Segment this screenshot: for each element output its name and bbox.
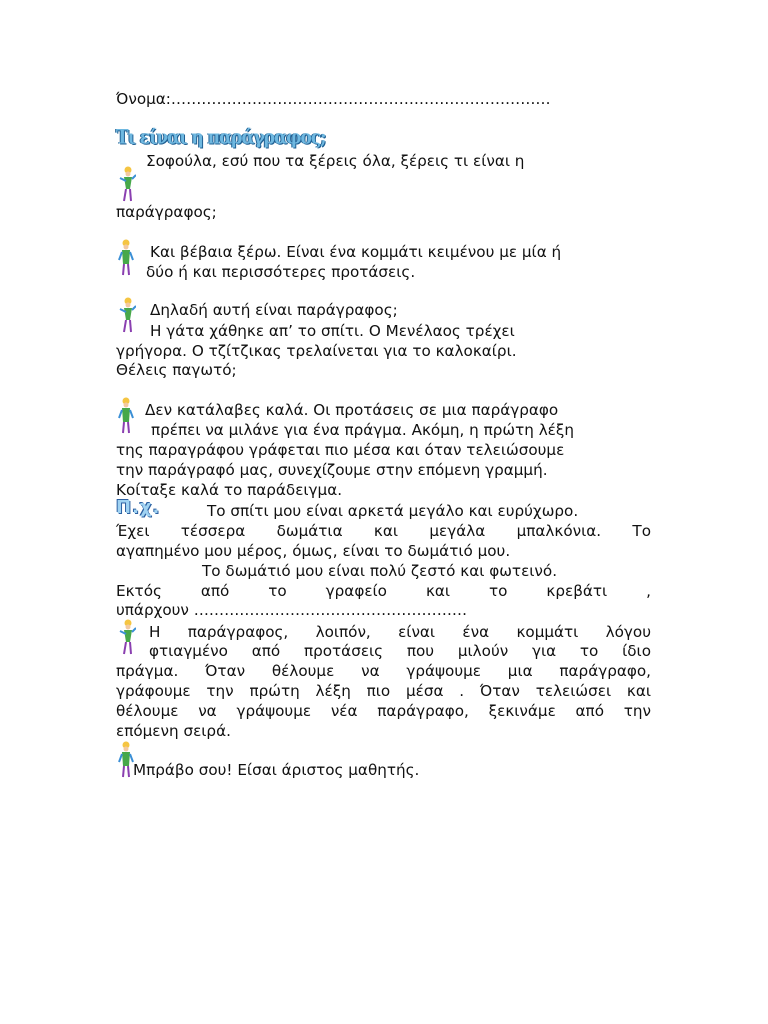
example-line2: Έχει τέσσερα δωμάτια και μεγάλα μπαλκόνια. Το [116,522,651,540]
example-badge: Π.χ. [116,497,161,518]
para1-line2: παράγραφος; [116,203,217,221]
example-line6: υπάρχουν ……………………………………………… [116,601,468,619]
para5-line4: γράφουμε την πρώτη λέξη πιο μέσα . Όταν τελειώσει και [116,682,651,700]
para2-line1: Και βέβαια ξέρω. Είναι ένα κομμάτι κειμένου με μία ή [150,243,562,261]
para3-line1: Δηλαδή αυτή είναι παράγραφος; [150,301,398,319]
para4-line2: πρέπει να μιλάνε για ένα πράγμα. Ακόμη, η πρώτη λέξη [151,421,574,439]
para4-line4: την παράγραφό μας, συνεχίζουμε στην επόμενη γραμμή. [116,461,548,479]
para4-line3: της παραγράφου γράφεται πιο μέσα και όταν τελειώσουμε [116,441,565,459]
example-line1: Το σπίτι μου είναι αρκετά μεγάλο και ευρύχωρο. [207,502,579,520]
example-line3: αγαπημένο μου μέρος, όμως, είναι το δωμάτιό μου. [116,542,511,560]
title-wordart: Τι είναι η παράγραφος; [116,126,326,149]
para5-line3: πράγμα. Όταν θέλουμε να γράψουμε μια παράγραφο, [116,662,651,680]
name-line: Όνομα:………………………………………………………………… [116,90,551,108]
para2-line2: δύο ή και περισσότερες προτάσεις. [146,263,416,281]
para3-line4: Θέλεις παγωτό; [116,361,237,379]
para4-line1: Δεν κατάλαβες καλά. Οι προτάσεις σε μια παράγραφο [145,401,559,419]
para4-line5: Κοίταξε καλά το παράδειγμα. [116,481,343,499]
example-line5: Εκτός από το γραφείο και το κρεβάτι , [116,582,651,600]
clown-figure-icon [116,165,136,205]
para3-line3: γρήγορα. Ο τζίτζικας τρελαίνεται για το καλοκαίρι. [116,342,517,360]
para1-line1: Σοφούλα, εσύ που τα ξέρεις όλα, ξέρεις τι είναι η [146,152,525,170]
example-line4: Το δωμάτιό μου είναι πολύ ζεστό και φωτεινό. [202,562,558,580]
para5-line6: επόμενη σειρά. [116,722,231,740]
para6-line1: Μπράβο σου! Είσαι άριστος μαθητής. [133,761,420,779]
clown-figure-icon [116,396,136,436]
para5-line1: Η παράγραφος, λοιπόν, είναι ένα κομμάτι λόγου [149,623,651,641]
para5-line5: θέλουμε να γράψουμε νέα παράγραφο, ξεκινάμε από την [116,702,651,720]
clown-figure-icon [116,618,136,658]
clown-figure-icon [116,238,136,278]
clown-figure-icon [116,296,136,336]
para5-line2: φτιαγμένο από προτάσεις που μιλούν για το ίδιο [149,642,651,660]
para3-line2: Η γάτα χάθηκε απ’ το σπίτι. Ο Μενέλαος τρέχει [150,322,515,340]
